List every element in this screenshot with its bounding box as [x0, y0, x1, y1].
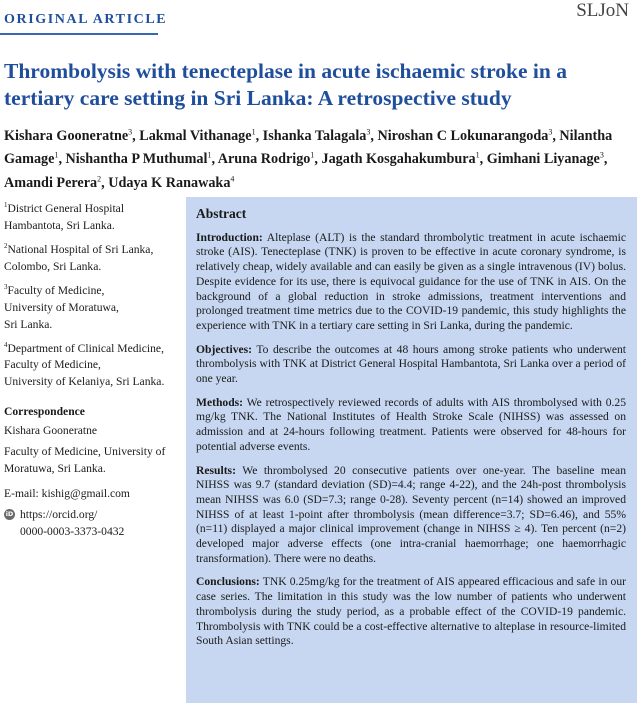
correspondence-email[interactable]: E-mail: kishig@gmail.com: [4, 487, 130, 501]
orcid-icon: iD: [5, 510, 14, 519]
author: Udaya K Ranawaka$^4$: [108, 174, 235, 192]
sidebar-column: [4, 197, 180, 540]
orcid-link[interactable]: [4, 506, 180, 540]
affiliation-4: $^4$Department of Clinical Medicine, Faculty of Medicine, University of Kelaniya, Sri Lanka.: [4, 340, 165, 389]
correspondence-heading: Correspondence: [4, 405, 85, 419]
article-type-label: ORIGINAL ARTICLE: [4, 12, 168, 27]
affiliation-3: $^3$Faculty of Medicine, University of Moratuwa, Sri Lanka.: [4, 282, 119, 331]
author: Gimhani Liyanage$^3$,: [486, 150, 608, 168]
abstract-conclusions: Conclusions: TNK 0.25mg/kg for the treatment of AIS appeared efficacious and safe in our case series. The limitation in this study was the low number of patients who underwent thrombolysis during the study period, as a probable effect of the COVID-19 pandemic. Thrombolysis with TNK could be a cost-effective alternative to alteplase in resource-limited South Asian settings.: [196, 575, 626, 648]
abstract-results: Results: We thrombolysed 20 consecutive patients over one-year. The baseline mean NIHSS was 9.7 (standard deviation (SD)=4.4; range 4-22), and the 24h-post thrombolysis mean NIHSS was 6.0 (SD=7.3; range 0-28). Seventy percent (n=14) showed an improved NIHSS of at least 1-point after thrombolysis (mean difference=3.7; SD=6.46), and 55% (n=11) displayed a major clinical improvement (change in NIHSS ≥ 4). Ten percent (n=2) developed major adverse effects (one intra-cranial haemorrhage; one haemorrhagic transformation). There were no deaths.: [196, 463, 626, 565]
journal-name: SLJoN: [576, 0, 629, 21]
author: Nishantha P Muthumal$^1$,: [65, 150, 218, 168]
affiliation-2: $^2$National Hospital of Sri Lanka, Colombo, Sri Lanka.: [4, 241, 154, 273]
author: Aruna Rodrigo$^1$,: [217, 150, 322, 168]
article-title: Thrombolysis with tenecteplase in acute ischaemic stroke in a tertiary care setting in Sri Lanka: A retrospective study: [4, 59, 567, 110]
correspondence-name: Kishara Gooneratne: [4, 424, 98, 438]
author: Amandi Perera$^2$,: [4, 174, 109, 192]
abstract-methods: Methods: We retrospectively reviewed records of adults with AIS thrombolysed with 0.25 mg/kg TNK. The National Institutes of Health Stroke Scale (NIHSS) was assessed on admission and at 24-hours following treatment. Patients were observed for 48-hours for potential adverse events.: [196, 395, 626, 453]
abstract-heading: Abstract: [196, 206, 247, 221]
author: Nilantha Gamage$^1$,: [4, 127, 613, 168]
abstract-box: [186, 197, 637, 703]
affiliation-1: $^1$District General Hospital Hambantota, Sri Lanka.: [4, 201, 125, 232]
author-list: [4, 122, 634, 193]
abstract-objectives: Objectives: To describe the outcomes at 48 hours among stroke patients who underwent thrombolysis with TNK at District General Hospital Hambantota, Sri Lanka over a period of one year.: [196, 342, 626, 386]
author: Ishanka Talagala$^3$,: [262, 127, 378, 144]
correspondence-address: Faculty of Medicine, University of Moratuwa, Sri Lanka.: [4, 445, 166, 476]
orcid-url[interactable]: https://orcid.org/ 0000-0003-3373-0432: [20, 508, 125, 539]
author: Kishara Gooneratne$^3$,: [4, 127, 140, 144]
header-rule: [0, 33, 158, 35]
author: Lakmal Vithanage$^1$,: [139, 127, 263, 144]
author: Jagath Kosgahakumbura$^1$,: [321, 150, 487, 168]
author: Niroshan C Lokunarangoda$^3$,: [377, 127, 560, 144]
abstract-introduction: Introduction: Alteplase (ALT) is the standard thrombolytic treatment in acute ischaemic stroke (AIS). Tenecteplase (TNK) is proven to be effective in acute coronary syndrome, is relatively cheap, widely available and can easily be given as a single intravenous (IV) bolus. Despite evidence for its use, there is equivocal guidance for the use of TNK in AIS. On the background of a global reduction in stroke admissions, treatment interventions and prolonged treatment time metrics due to the COVID-19 pandemic, this study highlights the experience with TNK in a tertiary care setting in Sri Lanka, during the pandemic.: [196, 230, 626, 332]
